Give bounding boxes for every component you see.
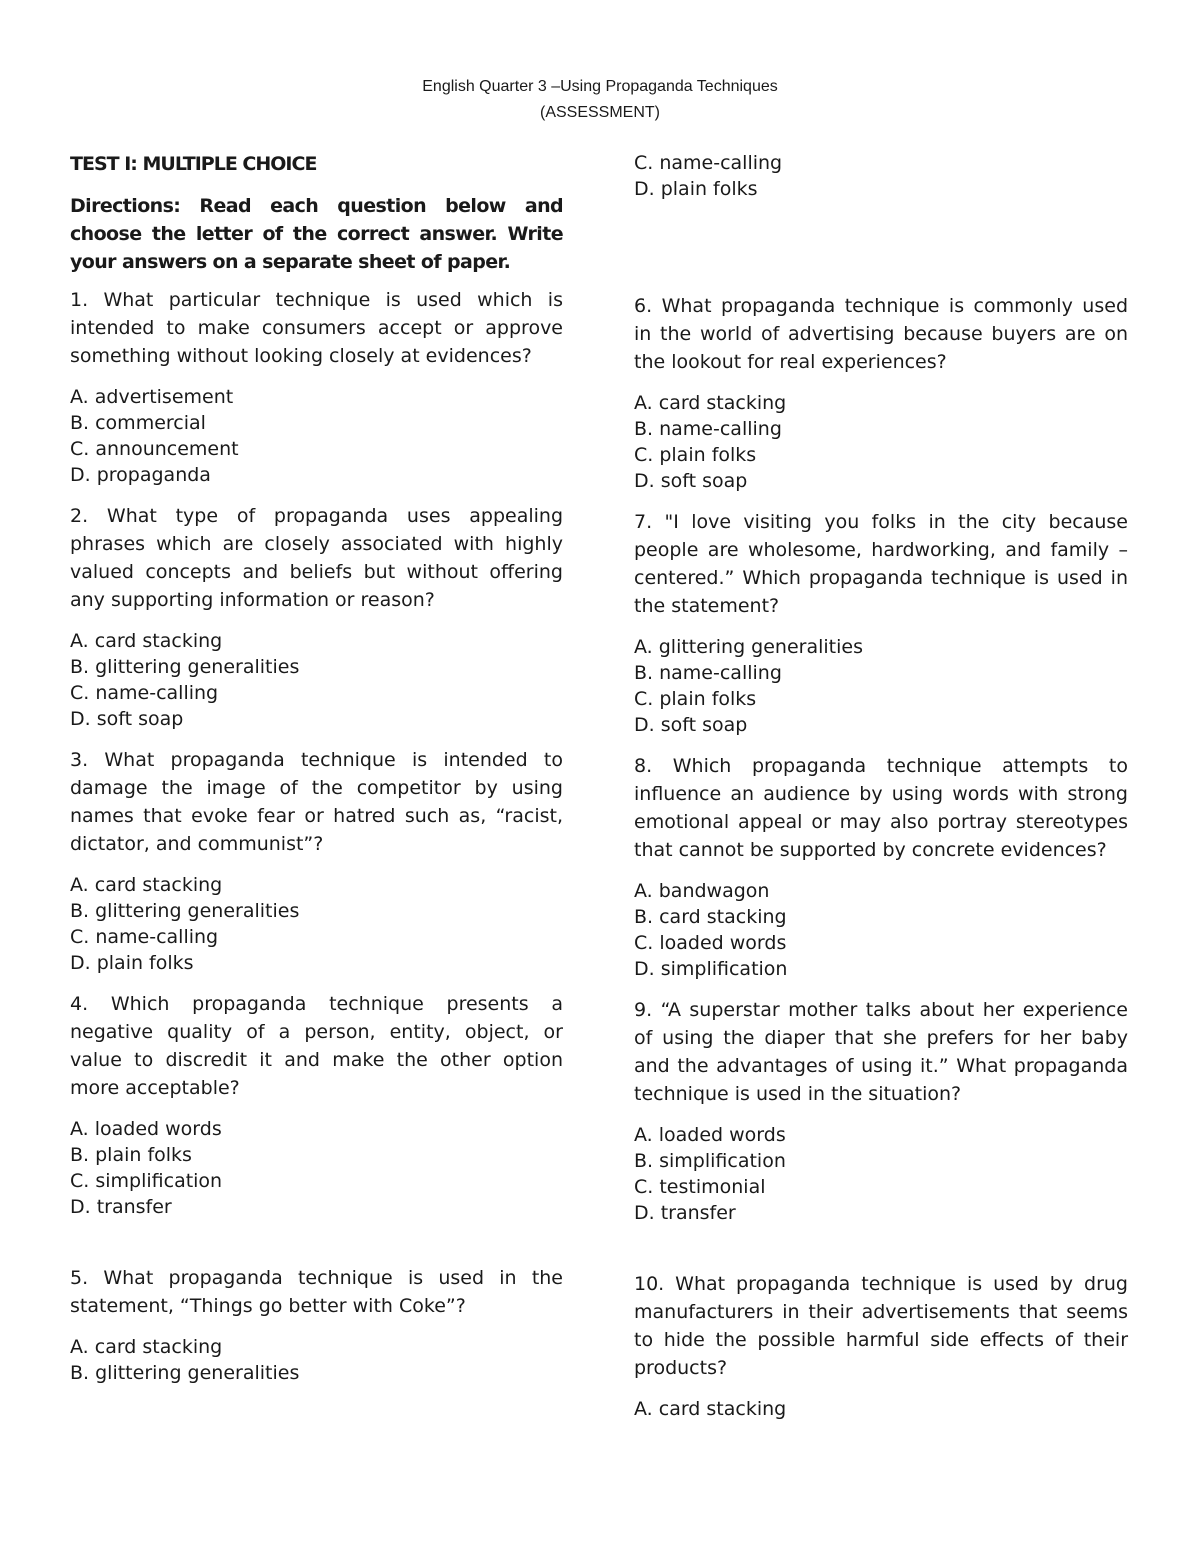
question-3 (70, 746, 563, 976)
option-b: B. glittering generalities (70, 656, 300, 678)
option-a: A. loaded words (634, 1124, 786, 1146)
answer-options (634, 878, 1128, 982)
option-b: B. commercial (70, 412, 206, 434)
option-b: B. glittering generalities (70, 1362, 300, 1384)
question-text: 4. Which propaganda technique presents a negative quality of a person, entity, object, or value to discredit it and make the other option more acceptable? (70, 993, 563, 1099)
option-c: C. loaded words (634, 932, 787, 954)
option-d: D. soft soap (634, 470, 748, 492)
answer-options (634, 390, 1128, 494)
option-a: A. card stacking (70, 874, 223, 896)
option-c: C. name-calling (634, 152, 783, 174)
option-c: C. name-calling (70, 926, 219, 948)
option-a: A. bandwagon (634, 880, 770, 902)
option-c: C. simplification (70, 1170, 223, 1192)
spacer (70, 1234, 563, 1264)
option-d: D. simplification (634, 958, 788, 980)
option-b: B. plain folks (70, 1144, 192, 1166)
question-text: 5. What propaganda technique is used in the statement, “Things go better with Coke”? (70, 1267, 563, 1317)
option-d: D. plain folks (70, 952, 194, 974)
spacer (634, 216, 1128, 292)
right-column (634, 150, 1128, 1436)
answer-options (70, 628, 563, 732)
question-6 (634, 292, 1128, 494)
answer-options (70, 1116, 563, 1220)
question-4 (70, 990, 563, 1220)
option-b: B. name-calling (634, 418, 782, 440)
option-a: A. card stacking (70, 1336, 223, 1358)
question-5-continued-options (634, 150, 1128, 202)
option-b: B. card stacking (634, 906, 787, 928)
option-a: A. advertisement (70, 386, 234, 408)
question-text: 9. “A superstar mother talks about her experience of using the diaper that she prefers for her baby and the advantages of using it.” What propaganda technique is used in the situation? (634, 999, 1128, 1105)
document-header (0, 74, 1200, 126)
option-d: D. soft soap (634, 714, 748, 736)
directions: Directions: Read each question below and choose the letter of the correct answer. Write your answers on a separate sheet of paper. (70, 195, 563, 273)
question-text: 3. What propaganda technique is intended to damage the image of the competitor by using names that evoke fear or hatred such as, “racist, dictator, and communist”? (70, 749, 563, 855)
left-column (70, 150, 563, 1400)
option-d: D. transfer (634, 1202, 736, 1224)
option-b: B. glittering generalities (70, 900, 300, 922)
question-text: 7. "I love visiting you folks in the city because people are wholesome, hardworking, and family –centered.” Which propaganda technique is used in the statement? (634, 511, 1128, 617)
option-c: C. plain folks (634, 688, 757, 710)
answer-options (634, 1396, 1128, 1422)
question-text: 1. What particular technique is used which is intended to make consumers accept or approve something without looking closely at evidences? (70, 289, 563, 367)
question-8 (634, 752, 1128, 982)
option-a: A. card stacking (634, 392, 787, 414)
answer-options (634, 634, 1128, 738)
document-title: English Quarter 3 –Using Propaganda Techniques (422, 78, 778, 95)
spacer (634, 1240, 1128, 1270)
answer-options (70, 384, 563, 488)
option-a: A. card stacking (634, 1398, 787, 1420)
question-text: 10. What propaganda technique is used by drug manufacturers in their advertisements that seems to hide the possible harmful side effects of their products? (634, 1273, 1128, 1379)
option-a: A. glittering generalities (634, 636, 863, 658)
question-text: 2. What type of propaganda uses appealing phrases which are closely associated with highly valued concepts and beliefs but without offering any supporting information or reason? (70, 505, 563, 611)
option-a: A. loaded words (70, 1118, 222, 1140)
document-subtitle: (ASSESSMENT) (539, 104, 660, 121)
question-text: 8. Which propaganda technique attempts to influence an audience by using words with strong emotional appeal or may also portray stereotypes that cannot be supported by concrete evidences? (634, 755, 1128, 861)
option-d: D. propaganda (70, 464, 211, 486)
option-d: D. plain folks (634, 178, 758, 200)
option-b: B. name-calling (634, 662, 782, 684)
option-b: B. simplification (634, 1150, 786, 1172)
option-c: C. announcement (70, 438, 239, 460)
question-9 (634, 996, 1128, 1226)
question-7 (634, 508, 1128, 738)
answer-options (70, 1334, 563, 1386)
option-a: A. card stacking (70, 630, 223, 652)
question-text: 6. What propaganda technique is commonly used in the world of advertising because buyers are on the lookout for real experiences? (634, 295, 1128, 373)
question-1 (70, 286, 563, 488)
option-c: C. plain folks (634, 444, 757, 466)
question-2 (70, 502, 563, 732)
question-5 (70, 1264, 563, 1386)
option-c: C. name-calling (70, 682, 219, 704)
question-10 (634, 1270, 1128, 1422)
option-c: C. testimonial (634, 1176, 766, 1198)
answer-options (70, 872, 563, 976)
answer-options (634, 1122, 1128, 1226)
option-d: D. soft soap (70, 708, 184, 730)
option-d: D. transfer (70, 1196, 172, 1218)
test-title: TEST I: MULTIPLE CHOICE (70, 153, 317, 175)
